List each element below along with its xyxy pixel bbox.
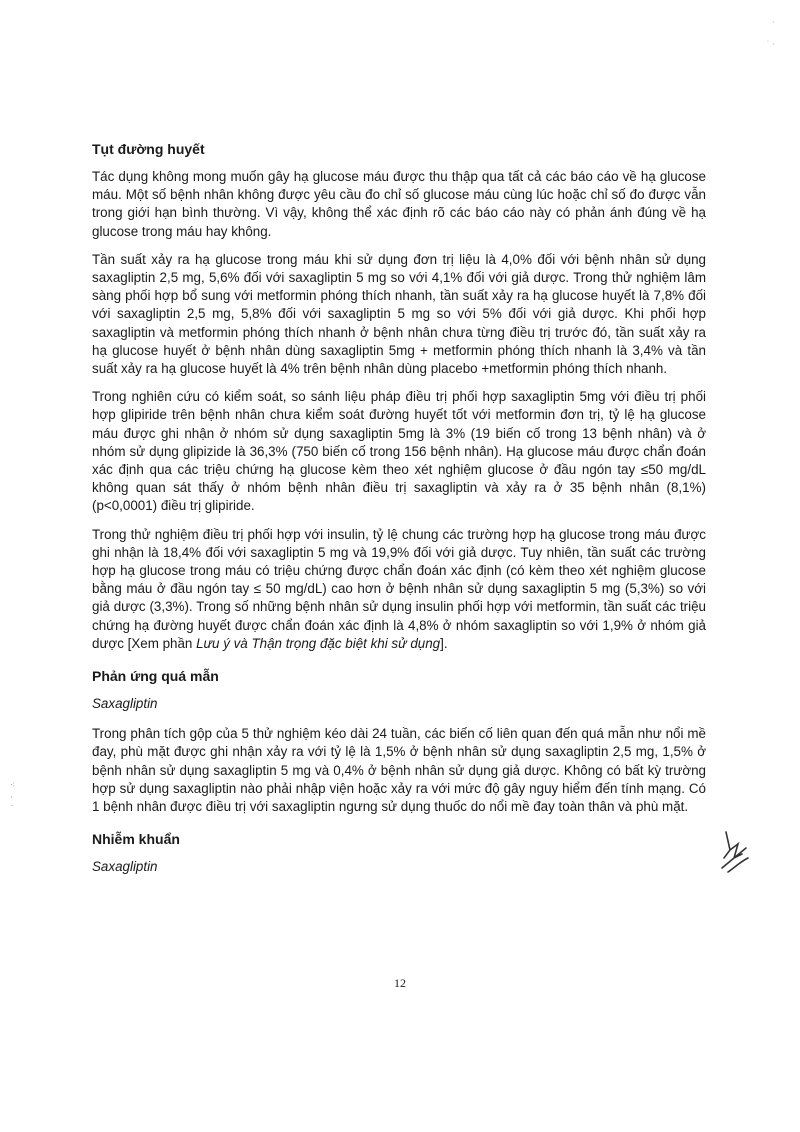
scan-speck: ˙ · [766, 40, 776, 49]
scan-speck: ⁖ · ˙ [10, 781, 16, 815]
section-heading-hypersensitivity: Phản ứng quá mẫn [92, 668, 219, 685]
cross-reference: Lưu ý và Thận trọng đặc biệt khi sử dụng [196, 635, 441, 651]
page-number: 12 [394, 976, 406, 990]
handwritten-initial-mark [716, 828, 756, 882]
section-heading-infection: Nhiễm khuẩn [92, 831, 180, 848]
paragraph-hypoglycemia-2: Tần suất xảy ra hạ glucose trong máu khi sử dụng đơn trị liệu là 4,0% đối với bệnh nhân sử dụng saxagliptin 2,5 mg, 5,6% đối với saxagliptin 5 mg so với 4,1% đối với giả dược. Trong thử nghiệm lâm sàng phối hợp bổ sung với metformin phóng thích nhanh, tần suất xảy ra hạ glucose huyết là 7,8% đối với saxagliptin 2,5 mg, 5,8% đối với saxagliptin 5 mg so với 5% đối với giả dược. Khi phối hợp saxagliptin và metformin phóng thích nhanh ở bệnh nhân chưa từng điều trị trước đó, tần suất xảy ra hạ glucose huyết ở bệnh nhân dùng saxagliptin 5mg + metformin phóng thích nhanh là 3,4% và tần suất xảy ra hạ glucose huyết là 4% trên bệnh nhân dùng placebo +metformin phóng thích nhanh. [92, 251, 706, 377]
paragraph-hypoglycemia-4 [92, 526, 706, 653]
scan-speck: · [772, 18, 775, 27]
section-heading-hypoglycemia: Tụt đường huyết [92, 141, 205, 157]
drug-subheading: Saxagliptin [92, 859, 158, 875]
paragraph-hypoglycemia-3: Trong nghiên cứu có kiểm soát, so sánh liệu pháp điều trị phối hợp saxagliptin 5mg với điều trị phối hợp glipiride trên bệnh nhân chưa kiểm soát đường huyết tốt với metformin đơn trị, tỷ lệ hạ glucose máu được ghi nhận ở nhóm sử dụng saxagliptin 5mg là 3% (19 biến cố trong 13 bệnh nhân) và ở nhóm sử dụng glipizide là 36,3% (750 biến cố trong 156 bệnh nhân). Hạ glucose máu được chẩn đoán xác định qua các triệu chứng hạ glucose kèm theo xét nghiệm glucose ở đầu ngón tay ≤50 mg/dL không quan sát thấy ở nhóm bệnh nhân điều trị saxagliptin và xảy ra ở 35 bệnh nhân (8,1%) (p<0,0001) điều trị glipiride. [92, 389, 706, 514]
document-body [92, 140, 706, 889]
paragraph-hypoglycemia-1: Tác dụng không mong muốn gây hạ glucose máu được thu thập qua tất cả các báo cáo về hạ glucose máu. Một số bệnh nhân không được yêu cầu đo chỉ số glucose máu cùng lúc hoặc chỉ số đo được vẫn trong giới hạn bình thường. Vì vậy, không thể xác định rõ các báo cáo này có phản ánh đúng về hạ glucose trong máu hay không. [92, 169, 706, 239]
drug-subheading: Saxagliptin [92, 696, 158, 712]
paragraph-hypersensitivity: Trong phân tích gộp của 5 thử nghiệm kéo dài 24 tuần, các biến cố liên quan đến quá mẫn như nổi mề đay, phù mặt được ghi nhận xảy ra với tỷ lệ là 1,5% ở bệnh nhân sử dụng saxagliptin 2,5 mg, 1,5% ở bệnh nhân sử dụng saxagliptin 5 mg và 0,4% ở bệnh nhân sử dụng giả dược. Không có bất kỳ trường hợp sử dụng saxagliptin nào phải nhập viện hoặc xảy ra với mức độ gây nguy hiểm đến tính mạng. Có 1 bệnh nhân được điều trị với saxagliptin ngưng sử dụng thuốc do nổi mề đay toàn thân và phù mặt. [92, 726, 706, 815]
reference-tail: ]. [440, 635, 448, 651]
paragraph-text: Trong thử nghiệm điều trị phối hợp với insulin, tỷ lệ chung các trường hợp hạ glucose trong máu được ghi nhận là 18,4% đối với saxagliptin 5 mg và 19,9% đối với giả dược. Tuy nhiên, tần suất các trường hợp hạ glucose trong máu có triệu chứng được chẩn đoán xác định (có kèm theo xét nghiệm glucose bằng máu ở đầu ngón tay ≤ 50 mg/dL) cao hơn ở bệnh nhân sử dụng saxagliptin 5 mg (5,3%) so với giả dược (3,3%). Trong số những bệnh nhân sử dụng insulin phối hợp với metformin, tần suất các triệu chứng hạ đường huyết được chẩn đoán xác định là 4,8% ở nhóm saxagliptin so với 1,9% ở nhóm giả dược [Xem phần [92, 526, 706, 651]
